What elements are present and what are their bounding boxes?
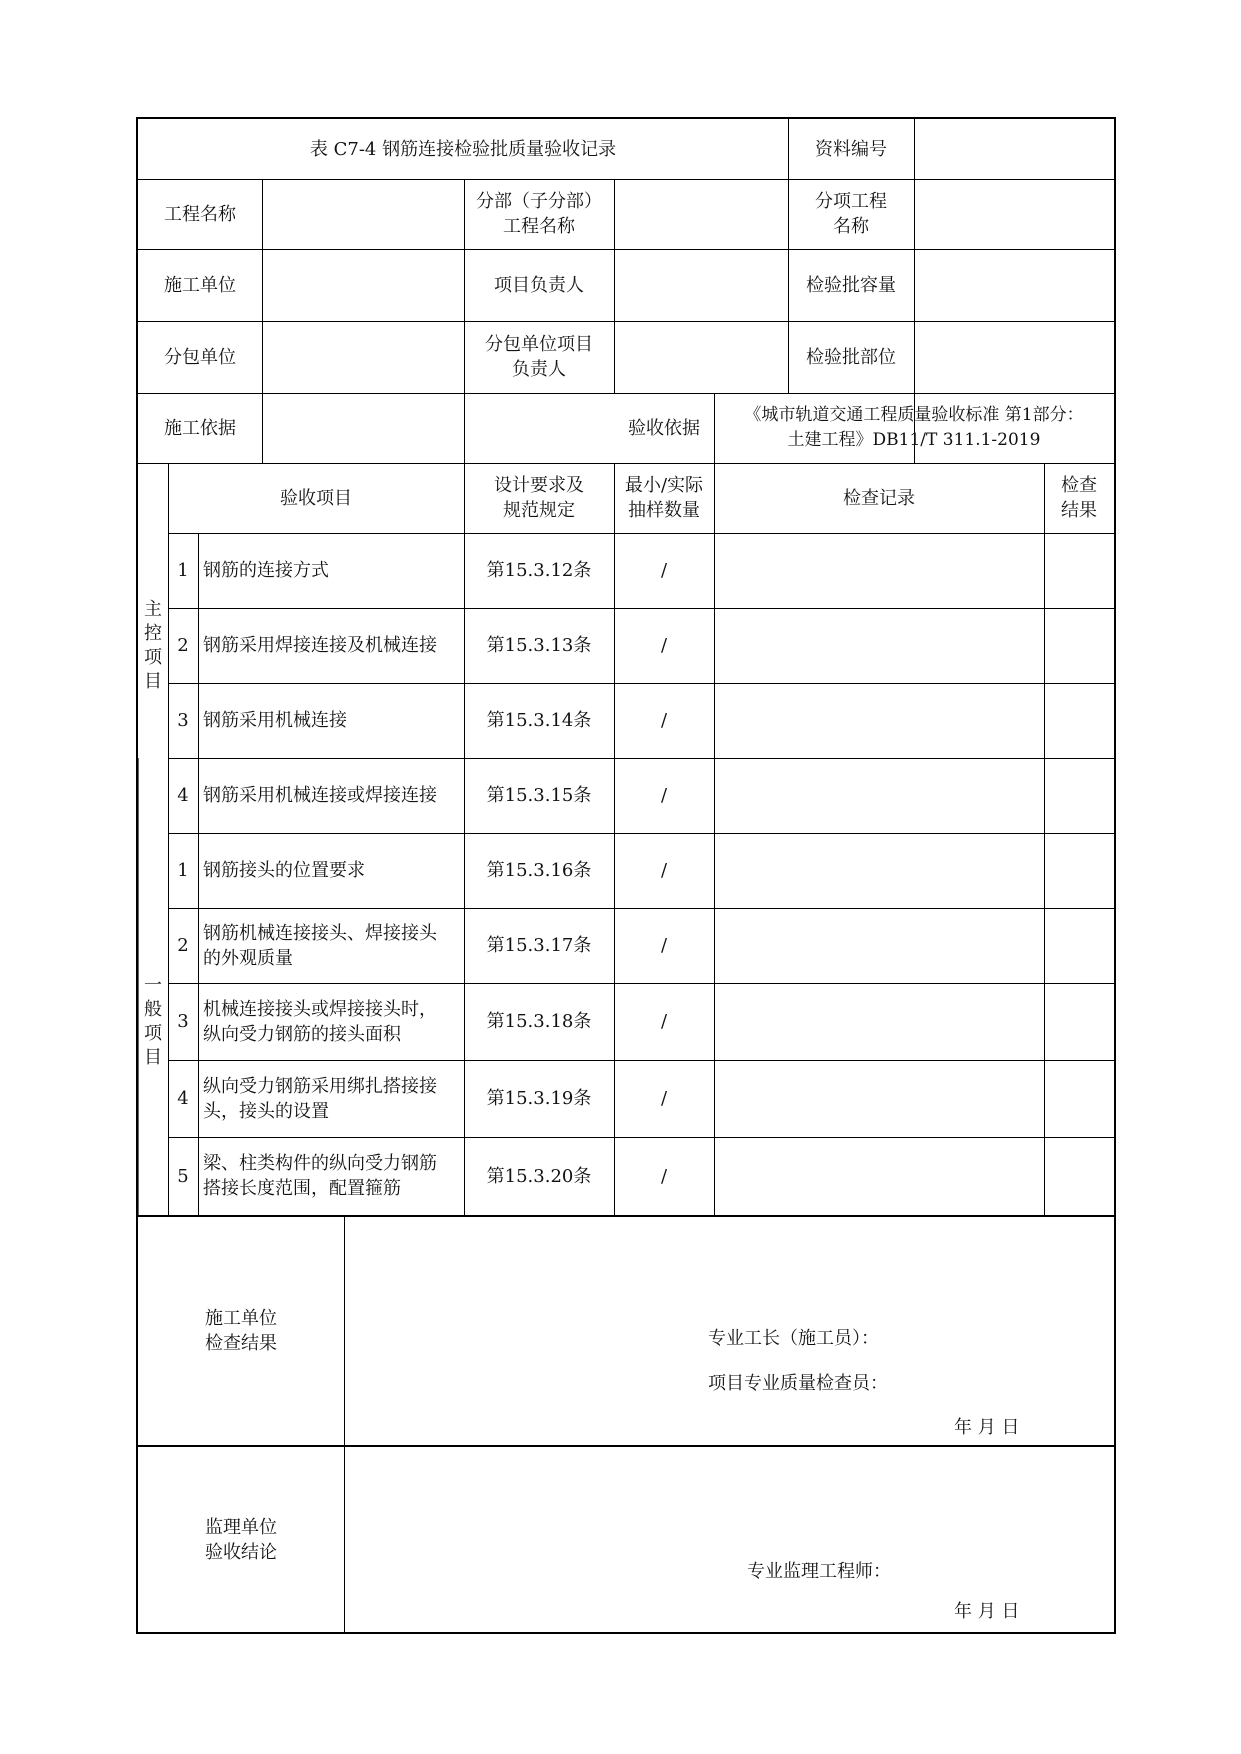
row-record-field[interactable]	[714, 833, 1044, 908]
batch-location-field[interactable]	[914, 321, 1114, 393]
row-sample: /	[660, 785, 668, 806]
row-result-field[interactable]	[1044, 608, 1114, 683]
acceptance-basis-label: 验收依据	[628, 417, 700, 439]
row-number: 4	[177, 1088, 189, 1109]
project-name-label: 工程名称	[164, 203, 236, 225]
row-result-field[interactable]	[1044, 1060, 1114, 1137]
row-number: 3	[177, 710, 189, 731]
row-sample: /	[660, 1011, 668, 1032]
row-number: 5	[177, 1165, 189, 1187]
row-item-name: 梁、柱类构件的纵向受力钢筋 搭接长度范围，配置箍筋	[203, 1153, 437, 1199]
subcontract-unit-field[interactable]	[262, 321, 464, 393]
row-result-field[interactable]	[1044, 533, 1114, 608]
row-clause: 第15.3.15条	[486, 785, 592, 806]
row-result-field[interactable]	[1044, 758, 1114, 833]
supervision-engineer-signature-label: 专业监理工程师：	[747, 1561, 891, 1582]
subcontract-leader-field[interactable]	[614, 321, 788, 393]
row-item-name: 钢筋采用焊接连接及机械连接	[203, 635, 437, 656]
row-record-field[interactable]	[714, 533, 1044, 608]
main-control-group-label: 主 控 项 目	[144, 598, 162, 692]
construction-check-date: 年 月 日	[954, 1417, 1020, 1438]
foreman-signature-label: 专业工长（施工员）：	[708, 1328, 879, 1349]
row-item-name: 钢筋的连接方式	[203, 560, 329, 581]
row-number: 2	[177, 635, 189, 656]
batch-capacity-label: 检验批容量	[806, 274, 896, 296]
row-number: 4	[177, 785, 189, 806]
row-clause: 第15.3.14条	[486, 710, 592, 731]
doc-no-field[interactable]	[914, 119, 1114, 179]
row-sample: /	[660, 560, 668, 581]
row-sample: /	[660, 710, 668, 731]
row-record-field[interactable]	[714, 608, 1044, 683]
row-record-field[interactable]	[714, 1060, 1044, 1137]
supervision-area[interactable]	[345, 1447, 1114, 1632]
supervision-date: 年 月 日	[954, 1601, 1020, 1622]
construction-basis-label: 施工依据	[164, 417, 236, 439]
batch-capacity-field[interactable]	[914, 249, 1114, 321]
row-item-name: 钢筋接头的位置要求	[203, 860, 365, 881]
row-sample: /	[660, 635, 668, 656]
row-record-field[interactable]	[714, 908, 1044, 983]
row-clause: 第15.3.18条	[486, 1011, 592, 1032]
row-clause: 第15.3.17条	[486, 935, 592, 956]
header-record: 检查记录	[843, 487, 915, 509]
project-leader-label: 项目负责人	[494, 274, 584, 296]
batch-location-label: 检验批部位	[806, 346, 896, 368]
row-record-field[interactable]	[714, 983, 1044, 1060]
row-clause: 第15.3.20条	[486, 1165, 592, 1187]
row-sample: /	[660, 935, 668, 956]
row-result-field[interactable]	[1044, 908, 1114, 983]
row-result-field[interactable]	[1044, 983, 1114, 1060]
row-record-field[interactable]	[714, 683, 1044, 758]
construction-check-area[interactable]	[345, 1217, 1114, 1445]
row-result-field[interactable]	[1044, 1137, 1114, 1215]
quality-inspector-signature-label: 项目专业质量检查员：	[708, 1373, 888, 1394]
project-name-field[interactable]	[262, 179, 464, 249]
row-clause: 第15.3.13条	[486, 635, 592, 656]
subcontract-unit-label: 分包单位	[164, 346, 236, 368]
row-clause: 第15.3.16条	[486, 860, 592, 881]
row-item-name: 机械连接接头或焊接接头时， 纵向受力钢筋的接头面积	[203, 998, 437, 1045]
construction-unit-label: 施工单位	[164, 274, 236, 296]
row-clause: 第15.3.19条	[486, 1088, 592, 1109]
project-leader-field[interactable]	[614, 249, 788, 321]
row-item-name: 钢筋采用机械连接	[203, 710, 347, 731]
subcontract-leader-label: 分包单位项目 负责人	[485, 334, 593, 380]
row-sample: /	[660, 1088, 668, 1109]
general-group-label: 一 般 项 目	[144, 974, 162, 1068]
construction-check-label: 施工单位 检查结果	[205, 1308, 277, 1354]
row-number: 1	[177, 560, 189, 581]
row-sample: /	[660, 1165, 668, 1187]
header-sample: 最小/实际 抽样数量	[624, 475, 704, 521]
header-design: 设计要求及 规范规定	[494, 475, 584, 521]
row-item-name: 钢筋机械连接接头、焊接接头 的外观质量	[203, 922, 437, 969]
row-item-name: 钢筋采用机械连接或焊接连接	[203, 785, 437, 806]
acceptance-record-form	[136, 117, 1116, 1634]
row-item-name: 纵向受力钢筋采用绑扎搭接接 头，接头的设置	[203, 1075, 437, 1122]
row-result-field[interactable]	[1044, 683, 1114, 758]
sub-item-field[interactable]	[914, 179, 1114, 249]
row-result-field[interactable]	[1044, 833, 1114, 908]
row-sample: /	[660, 860, 668, 881]
header-result: 检查 结果	[1061, 475, 1097, 521]
row-clause: 第15.3.12条	[486, 560, 592, 581]
sub-division-field[interactable]	[614, 179, 788, 249]
row-number: 3	[177, 1011, 189, 1032]
construction-unit-field[interactable]	[262, 249, 464, 321]
form-title: 表 C7-4 钢筋连接检验批质量验收记录	[309, 138, 617, 160]
row-number: 2	[177, 935, 189, 956]
doc-no-label: 资料编号	[815, 138, 887, 160]
header-item: 验收项目	[280, 487, 352, 509]
row-record-field[interactable]	[714, 758, 1044, 833]
sub-division-label: 分部（子分部） 工程名称	[476, 191, 602, 237]
construction-basis-field[interactable]	[262, 393, 614, 463]
supervision-label: 监理单位 验收结论	[205, 1516, 277, 1563]
sub-item-label: 分项工程 名称	[815, 191, 887, 237]
row-number: 1	[177, 860, 189, 881]
row-record-field[interactable]	[714, 1137, 1044, 1215]
acceptance-basis-value: 《城市轨道交通工程质量验收标准 第1部分： 土建工程》DB11/T 311.1-2019	[744, 405, 1084, 450]
